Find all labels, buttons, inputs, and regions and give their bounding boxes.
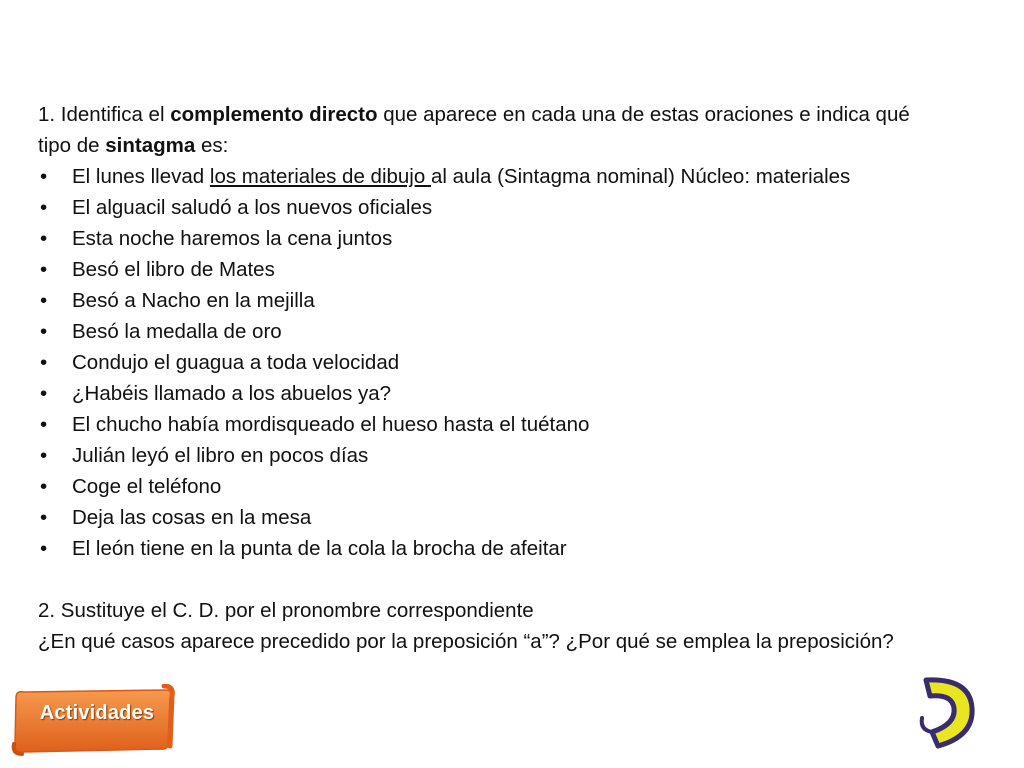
- slide-body: [38, 99, 1023, 657]
- list-item: [38, 161, 1023, 192]
- exercise-2-line-2: ¿En qué casos aparece precedido por la preposición “a”? ¿Por qué se emplea la preposición?: [38, 630, 894, 653]
- exercise-1-intro-line-1: [38, 99, 1023, 130]
- list-item-text: Julián leyó el libro en pocos días: [72, 444, 369, 467]
- bullet-icon: •: [40, 506, 48, 529]
- list-item: [38, 254, 1023, 285]
- intro-text-rest: que aparece en cada una de estas oraciones e indica qué: [377, 103, 910, 126]
- bullet-icon: •: [40, 289, 48, 312]
- list-item: [38, 316, 1023, 347]
- bullet-icon: •: [40, 537, 48, 560]
- actividades-badge[interactable]: [10, 684, 176, 756]
- list-item: [38, 471, 1023, 502]
- badge-label: Actividades: [39, 702, 155, 724]
- list-item: [38, 192, 1023, 223]
- underlined-direct-object: los materiales de dibujo: [209, 165, 431, 188]
- list-item-text: ¿Habéis llamado a los abuelos ya?: [72, 382, 392, 405]
- list-item-text: Besó la medalla de oro: [72, 320, 282, 343]
- list-item-text: El alguacil saludó a los nuevos oficiales: [72, 196, 433, 219]
- list-item: [38, 285, 1023, 316]
- intro-text: tipo de: [38, 134, 106, 157]
- bullet-icon: •: [40, 258, 48, 281]
- list-item-text: El chucho había mordisqueado el hueso hasta el tuétano: [72, 413, 590, 436]
- spacer: [38, 564, 1023, 595]
- list-item-text: Esta noche haremos la cena juntos: [72, 227, 393, 250]
- exercise-2-line-1: 2. Sustituye el C. D. por el pronombre correspondiente: [38, 599, 534, 622]
- next-slide-button[interactable]: [912, 670, 984, 756]
- list-item: [38, 409, 1023, 440]
- list-item: [38, 502, 1023, 533]
- list-item: [38, 440, 1023, 471]
- bullet-icon: •: [40, 196, 48, 219]
- intro-text-end: es:: [195, 134, 229, 157]
- bullet-icon: •: [40, 227, 48, 250]
- intro-text: 1. Identifica el: [38, 103, 171, 126]
- exercise-1-intro-line-2: [38, 130, 1023, 161]
- list-item-text: El lunes llevad: [72, 165, 210, 188]
- bullet-icon: •: [40, 475, 48, 498]
- bullet-icon: •: [40, 351, 48, 374]
- intro-bold-term: sintagma: [105, 134, 196, 157]
- list-item-text: Besó a Nacho en la mejilla: [72, 289, 315, 312]
- list-item: [38, 533, 1023, 564]
- intro-bold-term: complemento directo: [170, 103, 378, 126]
- list-item-text: Besó el libro de Mates: [72, 258, 275, 281]
- list-item: [38, 347, 1023, 378]
- list-item-text: Deja las cosas en la mesa: [72, 506, 312, 529]
- list-item: [38, 223, 1023, 254]
- bullet-icon: •: [40, 320, 48, 343]
- list-item-text: El león tiene en la punta de la cola la brocha de afeitar: [72, 537, 567, 560]
- bullet-icon: •: [40, 165, 48, 188]
- list-item-text: Coge el teléfono: [72, 475, 222, 498]
- bullet-icon: •: [40, 413, 48, 436]
- list-item: [38, 378, 1023, 409]
- list-item-text: Condujo el guagua a toda velocidad: [72, 351, 400, 374]
- next-arrow-icon: [912, 670, 984, 756]
- bullet-icon: •: [40, 444, 48, 467]
- list-item-answer: al aula (Sintagma nominal) Núcleo: materiales: [430, 165, 851, 188]
- sentence-list: [38, 192, 1023, 564]
- bullet-icon: •: [40, 382, 48, 405]
